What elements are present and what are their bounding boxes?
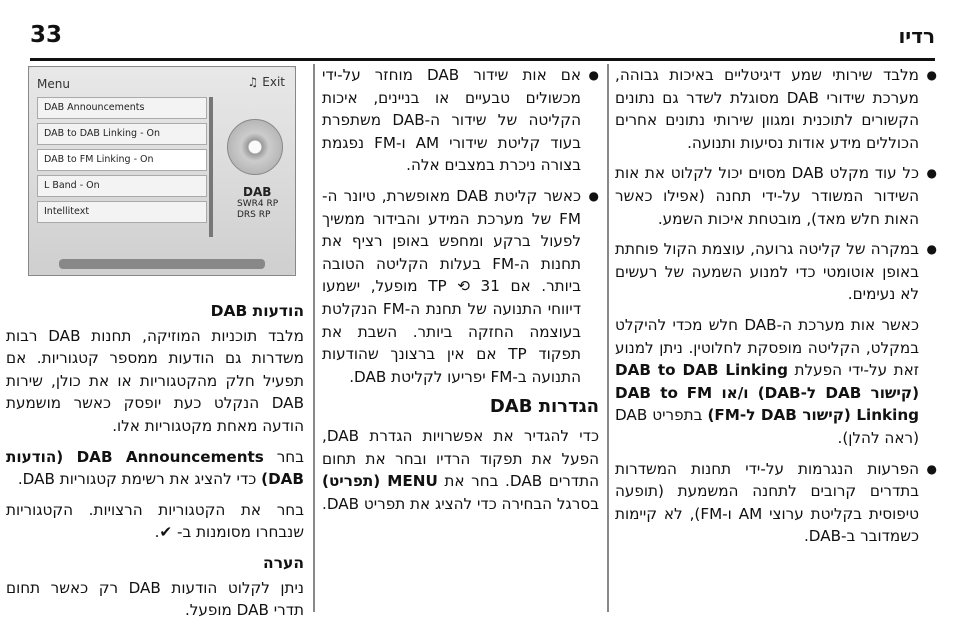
header-rule <box>30 58 935 61</box>
paragraph <box>615 314 937 450</box>
station-list <box>237 199 278 221</box>
paragraph: ● אם אות שידור DAB מוחזר על-ידי מכשולים טבעיים או בניינים, איכות הקליטה של שידור ה-DAB משתפרת בעוד קליטת שידורי AM ו-FM נפגמת בצורה ניכרת במצבים אלה. <box>322 64 599 177</box>
note-heading: הערה <box>263 553 304 572</box>
menu-item: DAB Announcements <box>37 97 207 119</box>
scrollbar <box>209 97 213 237</box>
paragraph-text: בסרגל הבחירה כדי להציג את תפריט DAB. <box>321 494 599 513</box>
music-note-icon: ♫ <box>247 75 259 89</box>
page-number: 33 <box>30 22 63 48</box>
paragraph <box>322 425 599 515</box>
middle-column <box>322 64 599 523</box>
menu-item: DAB to DAB Linking - On <box>37 123 207 145</box>
exit-label: Exit <box>262 75 285 89</box>
disc-icon <box>227 119 283 175</box>
column-divider <box>607 64 609 612</box>
menu-item: L Band - On <box>37 175 207 197</box>
paragraph: ● הפרעות הנגרמות על-ידי תחנות המשדרות בתדרים קרובים לתחנה המשמעת (תופעה טיפוסית בקליטת ערוצי AM ו-FM), לא קיימות כשמדובר ב-DAB. <box>615 458 937 548</box>
paragraph-text: כדי להגדיר את אפשרויות הגדרת DAB, הפעל את תפקוד הרדיו ובחר את תחום התדרים DAB. בחר את <box>322 426 599 491</box>
paragraph-text: בתפריט DAB (ראה להלן). <box>615 406 919 447</box>
menu-term: DAB to DAB Linking <box>615 361 788 380</box>
paragraph: ● מלבד שירותי שמע דיגיטליים באיכות גבוהה, מערכת שידורי DAB מסוגלת לשדר גם נתונים הקשורים לתוכנית ומגוון שירותי נתונים אחרים הכוללים מידע אודות נסיעות ותנועה. <box>615 64 937 154</box>
menu-term: MENU (תפריט) <box>322 472 438 491</box>
menu-item: Intellitext <box>37 201 207 223</box>
section-heading: הודעות DAB <box>210 302 304 320</box>
paragraph: ● כל עוד מקלט DAB מסוים יכול לקלוט את אות השידור המשודר על-ידי תחנה (אפילו כאשר האות חלש מאד), מובטחת איכות השמע. <box>615 162 937 230</box>
menu-item: DAB to FM Linking - On <box>37 149 207 171</box>
page-header <box>30 22 935 58</box>
paragraph <box>615 238 937 306</box>
band-label: DAB <box>243 185 272 199</box>
menu-term: (קישור DAB ל-DAB) ו/או DAB to <box>615 383 920 402</box>
paragraph-text: כדי להציג את רשימת קטגוריות DAB. <box>17 470 257 489</box>
left-column <box>6 64 304 630</box>
station-name: DRS RP <box>237 210 271 220</box>
station-name: SWR4 RP <box>237 199 279 209</box>
dab-menu-screenshot <box>28 66 296 276</box>
paragraph: בחר את הקטגוריות הרצויות. הקטגוריות שנבחרו מסומנות ב- ✔. <box>6 500 304 542</box>
paragraph: מלבד תוכניות המוזיקה, תחנות DAB רבות משדרות גם הודעות ממספר קטגוריות. אם תפעיל חלק מהקטגוריות או את כולן, שירות DAB הנקלט כעת יופסק כאשר מושמעת הודעה מאחת מקטגוריות אלו. <box>6 326 304 435</box>
section-heading: הגדרות DAB <box>489 396 599 418</box>
menu-term: FM Linking (קישור DAB ל-FM) <box>686 383 920 425</box>
menu-term: DAB Announcements (הודעות DAB) <box>6 447 304 489</box>
selection-bar <box>59 259 265 269</box>
right-column <box>615 64 937 556</box>
paragraph-text: במקרה של קליטה גרועה, עוצמת הקול פוחתת באופן אוטומטי כדי למנוע השמעה של רעשים לא נעימים. <box>615 240 919 304</box>
exit-button <box>248 71 286 94</box>
paragraph-text: כאשר אות מערכת ה-DAB חלש מכדי להיקלט במקלט, הקליטה מופסקת לחלוטין. ניתן למנוע זאת על-ידי הפעלת <box>615 315 920 380</box>
paragraph: ניתן לקלוט הודעות DAB רק כאשר תחום תדרי DAB מופעל. <box>6 578 304 620</box>
header-title: רדיו <box>898 24 935 48</box>
paragraph: ● כאשר קליטת DAB מאופשרת, טיונר ה-FM של מערכת המידע והבידור ממשיך לפעול ברקע ומחפש באופן רציף את תחנות ה-FM בעלות הקליטה הטובה ביותר. אם TP ⟲ 31 מופעל, ישמעו דיווחי התנועה של תחנת ה-FM הנקלטת בעוצמה החזקה ביותר. השבת את תפקוד TP אם אין ברצונך שהודעות התנועה ב-FM יפריעו לקליטת DAB. <box>322 185 599 388</box>
dab-menu-list <box>37 97 207 227</box>
column-divider <box>313 64 315 612</box>
paragraph-text: בחר <box>276 447 305 466</box>
menu-title: Menu <box>37 77 70 91</box>
paragraph <box>6 446 304 491</box>
